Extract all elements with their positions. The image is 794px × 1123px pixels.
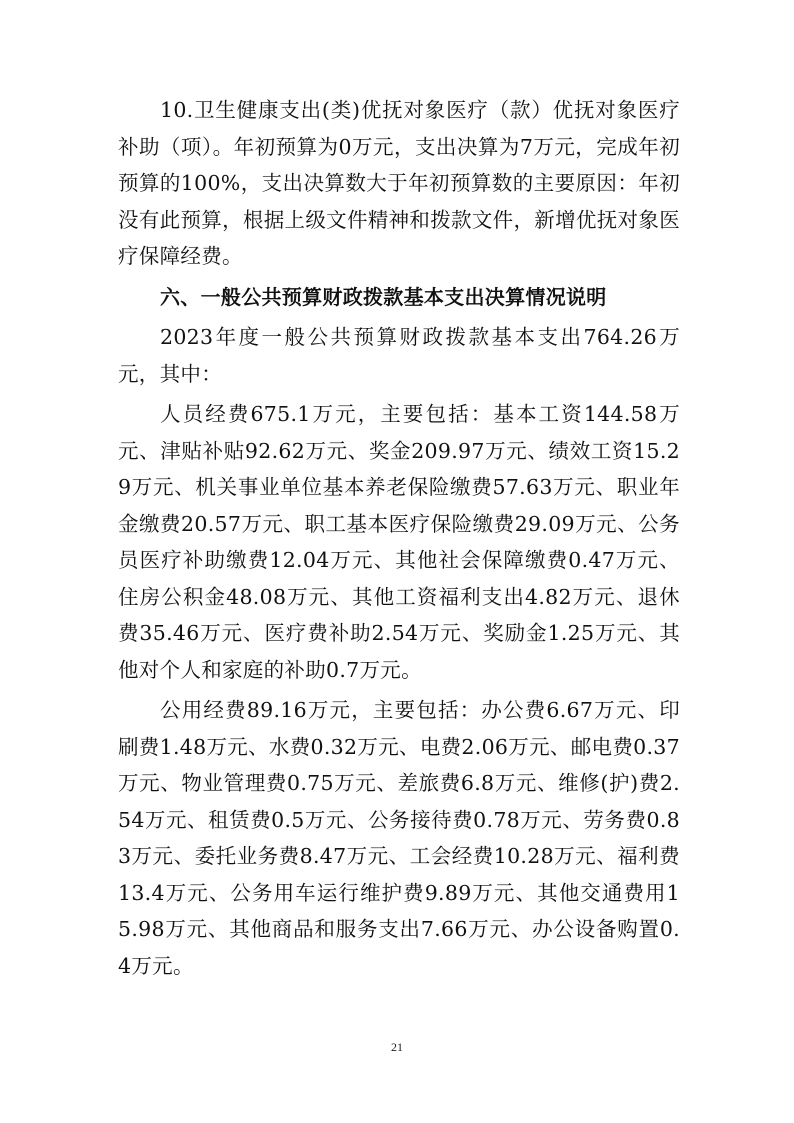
paragraph-public-expenses: 公用经费89.16万元，主要包括：办公费6.67万元、印刷费1.48万元、水费0.32万元、电费2.06万元、邮电费0.37万元、物业管理费0.75万元、差旅费6.8万元、维修(护)费2.54万元、租赁费0.5万元、公务接待费0.78万元、劳务费0.83万元、委托业务费8.47万元、工会经费10.28万元、福利费13.4万元、公务用车运行维护费9.89万元、其他交通费用15.98万元、其他商品和服务支出7.66万元、办公设备购置0.4万元。 — [118, 698, 680, 978]
paragraph-intro: 2023年度一般公共预算财政拨款基本支出764.26万元，其中： — [118, 325, 680, 386]
section-heading: 六、一般公共预算财政拨款基本支出决算情况说明 — [160, 284, 607, 309]
page-number: 21 — [391, 1040, 403, 1054]
paragraph-medical-subsidy: 10.卫生健康支出(类)优抚对象医疗（款）优抚对象医疗补助（项）。年初预算为0万元，支出决算为7万元，完成年初预算的100%，支出决算数大于年初预算数的主要原因：年初没有此预算，根据上级文件精神和拨款文件，新增优抚对象医疗保障经费。 — [118, 98, 680, 268]
paragraph-personnel-expenses: 人员经费675.1万元，主要包括：基本工资144.58万元、津贴补贴92.62万元、奖金209.97万元、绩效工资15.29万元、机关事业单位基本养老保险缴费57.63万元、职业年金缴费20.57万元、职工基本医疗保险缴费29.09万元、公务员医疗补助缴费12.04万元、其他社会保障缴费0.47万元、住房公积金48.08万元、其他工资福利支出4.82万元、退休费35.46万元、医疗费补助2.54万元、奖励金1.25万元、其他对个人和家庭的补助0.7万元。 — [118, 402, 680, 682]
document-body — [118, 92, 680, 984]
